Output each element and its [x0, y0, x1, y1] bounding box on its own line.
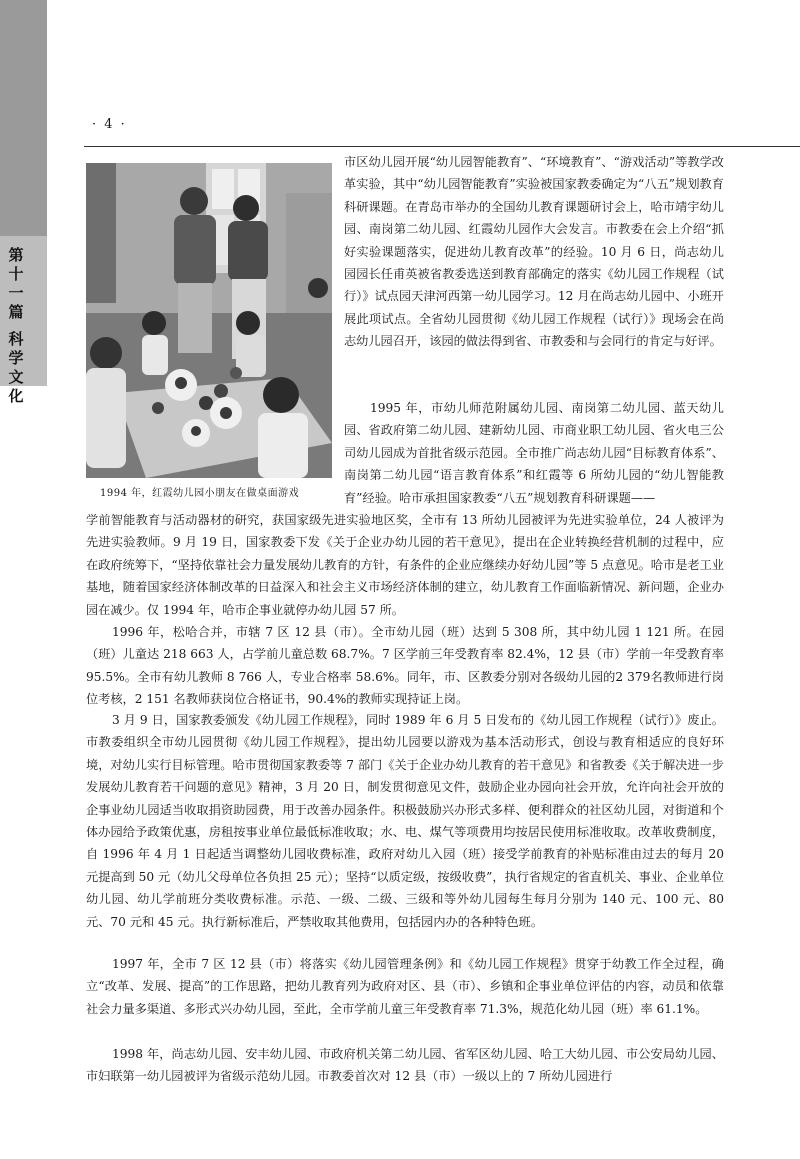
paragraph: 市区幼儿园开展“幼儿园智能教育”、“环境教育”、“游戏活动”等教学改革实验，其中“幼儿园智能教育”实验被国家教委确定为“八五”规划教育科研课题。在青岛市举办的全国幼儿教育课题研讨会上，哈市靖宇幼儿园、南岗第二幼儿园、红霞幼儿园作大会发言。市教委在会上介绍“抓好实验课题落实，促进幼儿教育改革”的经验。10 月 6 日，尚志幼儿园园长任甫英被省教委选送到教育部确定的落实《幼儿园工作规程（试行）》试点园天津河西第一幼儿园学习。12 月在尚志幼儿园中、小班开展此项试点。全省幼儿园贯彻《幼儿园工作规程（试行）》现场会在尚志幼儿园召开，该园的做法得到省、市教委和与会同行的肯定与好评。 — [344, 155, 724, 349]
chapter-char: 文 — [8, 368, 24, 386]
header-rule — [84, 146, 800, 147]
chapter-char: 第 — [8, 246, 24, 264]
paragraph: 学前智能教育与活动器材的研究，获国家级先进实验地区奖，全市有 13 所幼儿园被评为先进实验单位，24 人被评为先进实验教师。9 月 19 日，国家教委下发《关于企业办幼儿园的若干意见》，提出在企业转换经营机制的过程中，应在政府统筹下，“坚持依靠社会力量发展幼儿教育的方针，有条件的企业应继续办好幼儿园”等 5 点意见。哈市是老工业基地，随着国家经济体制改革的日益深入和社会主义市场经济体制的建立，幼儿教育工作面临新情况、新问题，企业办园在减少。仅 1994 年，哈市企事业就停办幼儿园 57 所。 — [86, 513, 724, 617]
chapter-char: 学 — [8, 349, 24, 367]
paragraph: 1997 年，全市 7 区 12 县（市）将落实《幼儿园管理条例》和《幼儿园工作规程》贯穿于幼教工作全过程，确立“改革、发展、提高”的工作思路，把幼儿教育列为政府对区、县（市）、乡镇和企事业单位评估的内容，动员和依靠社会力量多渠道、多形式兴办幼儿园，至此，全市学前儿童三年受教育率 71.3%，规范化幼儿园（班）率 61.1%。 — [86, 957, 724, 1016]
photo-caption: 1994 年，红霞幼儿园小朋友在做桌面游戏 — [100, 488, 300, 499]
chapter-char: 一 — [8, 284, 24, 302]
chapter-char: 十 — [8, 265, 24, 283]
chapter-char: 化 — [8, 387, 24, 405]
paragraph: 1998 年，尚志幼儿园、安丰幼儿园、市政府机关第二幼儿园、省军区幼儿园、哈工大幼儿园、市公安局幼儿园、市妇联第一幼儿园被评为省级示范幼儿园。市教委首次对 12 县（市）一级以上的 7 所幼儿园进行 — [86, 1047, 724, 1084]
chapter-char: 科 — [8, 330, 24, 348]
kindergarten-photo — [86, 163, 332, 478]
page-number: · 4 · — [92, 117, 127, 132]
chapter-label — [4, 246, 28, 406]
paragraph: 3 月 9 日，国家教委颁发《幼儿园工作规程》，同时 1989 年 6 月 5 日发布的《幼儿园工作规程（试行）》废止。市教委组织全市幼儿园贯彻《幼儿园工作规程》，提出幼儿园要以游戏为基本活动形式，创设与教育相适应的良好环境，对幼儿实行目标管理。哈市贯彻国家教委等 7 部门《关于企业办幼儿教育的若干意见》和省教委《关于解决进一步发展幼儿教育若干问题的意见》精神，3 月 20 日，制发贯彻意见文件，鼓励企业办园向社会开放，允许向社会开放的企事业幼儿园适当收取捐资助园费，用于改善办园条件。积极鼓励兴办形式多样、便利群众的社区幼儿园，对街道和个体办园给予政策优惠，房租按事业单位最低标准收取；水、电、煤气等项费用均按居民使用标准收取。改革收费制度，自 1996 年 4 月 1 日起适当调整幼儿园收费标准，政府对幼儿入园（班）接受学前教育的补贴标准由过去的每月 20 元提高到 50 元（幼儿父母单位各负担 25 元）；坚持“以质定级，按级收费”，执行省规定的省直机关、事业、企业单位幼儿园、幼儿学前班分类收费标准。示范、一级、二级、三级和等外幼儿园每生每月分别为 140 元、100 元、80 元、70 元和 45 元。执行新标准后，严禁收取其他费用，包括园内办的各种特色班。 — [86, 713, 724, 929]
paragraph: 1995 年，市幼儿师范附属幼儿园、南岗第二幼儿园、蓝天幼儿园、省政府第二幼儿园、建新幼儿园、市商业职工幼儿园、省火电三公司幼儿园成为首批省级示范园。全市推广尚志幼儿园“目标教育体系”、南岗第二幼儿园“语言教育体系”和红霞等 6 所幼儿园的“幼儿智能教育”经验。哈市承担国家教委“八五”规划教育科研课题—— — [344, 401, 724, 505]
chapter-char: 篇 — [8, 303, 24, 321]
paragraph: 1996 年，松哈合并，市辖 7 区 12 县（市）。全市幼儿园（班）达到 5 308 所，其中幼儿园 1 121 所。在园（班）儿童达 218 663 人，占学前儿童总数 68.7%。7 区学前三年受教育率 82.4%，12 县（市）学前一年受教育率 95.5%。全市有幼儿教师 8 766 人，专业合格率 58.6%。同年，市、区教委分别对各级幼儿园的2 379名教师进行岗位考核，2 151 名教师获岗位合格证书，90.4%的教师实现持证上岗。 — [86, 625, 724, 707]
